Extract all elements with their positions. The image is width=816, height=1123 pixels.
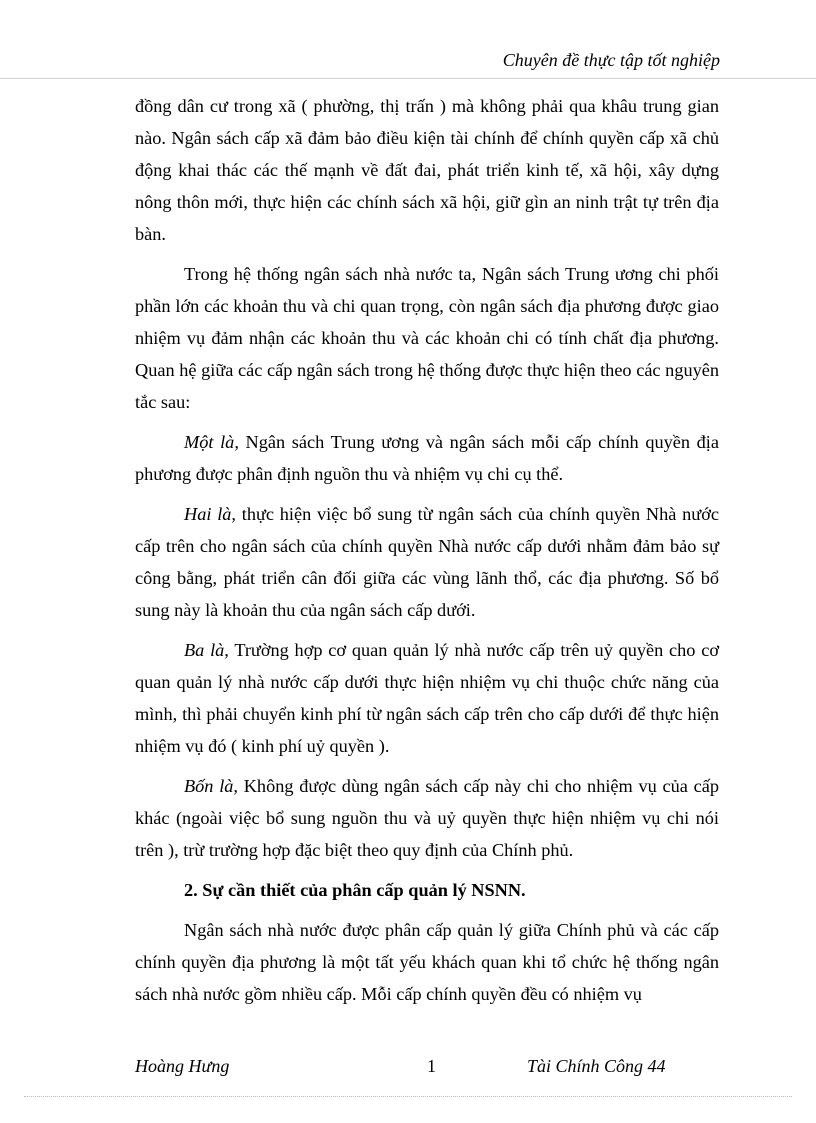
paragraph-3-text: Ngân sách Trung ương và ngân sách mỗi cấp chính quyền địa phương được phân định nguồn thu và nhiệm vụ chi cụ thể. [135, 432, 719, 484]
paragraph-4 [135, 498, 719, 626]
paragraph-2: Trong hệ thống ngân sách nhà nước ta, Ngân sách Trung ương chi phối phần lớn các khoản thu và chi quan trọng, còn ngân sách địa phương được giao nhiệm vụ đảm nhận các khoản thu và các khoản chi có tính chất địa phương. Quan hệ giữa các cấp ngân sách trong hệ thống được thực hiện theo các nguyên tắc sau: [135, 264, 719, 412]
paragraph-4-text: thực hiện việc bổ sung từ ngân sách của chính quyền Nhà nước cấp trên cho ngân sách của chính quyền Nhà nước cấp dưới nhằm đảm bảo sự công bằng, phát triển cân đối giữa các vùng lãnh thổ, các địa phương. Số bổ sung này là khoản thu của ngân sách cấp dưới. [135, 504, 719, 620]
paragraph-5-text: Trường hợp cơ quan quản lý nhà nước cấp trên uỷ quyền cho cơ quan quản lý nhà nước cấp dưới thực hiện nhiệm vụ chi thuộc chức năng của mình, thì phải chuyển kinh phí từ ngân sách cấp trên cho cấp dưới để thực hiện nhiệm vụ đó ( kinh phí uỷ quyền ). [135, 640, 719, 756]
paragraph-4-lead: Hai là, [184, 504, 236, 524]
paragraph-5 [135, 634, 719, 762]
paragraph-3-lead: Một là, [184, 432, 239, 452]
paragraph-6-text: Không được dùng ngân sách cấp này chi cho nhiệm vụ của cấp khác (ngoài việc bổ sung nguồn thu và uỷ quyền thực hiện nhiệm vụ chi nói trên ), trừ trường hợp đặc biệt theo quy định của Chính phủ. [135, 776, 719, 860]
paragraph-6 [135, 770, 719, 866]
paragraph-6-lead: Bốn là, [184, 776, 238, 796]
paragraph-1: đồng dân cư trong xã ( phường, thị trấn ) mà không phải qua khâu trung gian nào. Ngân sách cấp xã đảm bảo điều kiện tài chính để chính quyền cấp xã chủ động khai thác các thế mạnh về đất đai, phát triển kinh tế, xã hội, xây dựng nông thôn mới, thực hiện các chính sách xã hội, giữ gìn an ninh trật tự trên địa bàn. [135, 96, 719, 244]
footer-page-number: 1 [427, 1056, 436, 1076]
footer-course: Tài Chính Công 44 [527, 1056, 666, 1076]
page-bottom-border [24, 1096, 792, 1097]
section-heading: 2. Sự cần thiết của phân cấp quản lý NSNN. [184, 880, 526, 900]
paragraph-3 [135, 426, 719, 490]
document-body [135, 90, 719, 1018]
page-header-title: Chuyên đề thực tập tốt nghiệp [502, 50, 720, 70]
paragraph-5-lead: Ba là, [184, 640, 229, 660]
header-divider [0, 78, 816, 79]
paragraph-7: Ngân sách nhà nước được phân cấp quản lý giữa Chính phủ và các cấp chính quyền địa phương là một tất yếu khách quan khi tổ chức hệ thống ngân sách nhà nước gồm nhiều cấp. Mỗi cấp chính quyền đều có nhiệm vụ [135, 920, 719, 1004]
footer-author: Hoàng Hưng [135, 1056, 230, 1076]
page-footer [135, 1055, 695, 1077]
